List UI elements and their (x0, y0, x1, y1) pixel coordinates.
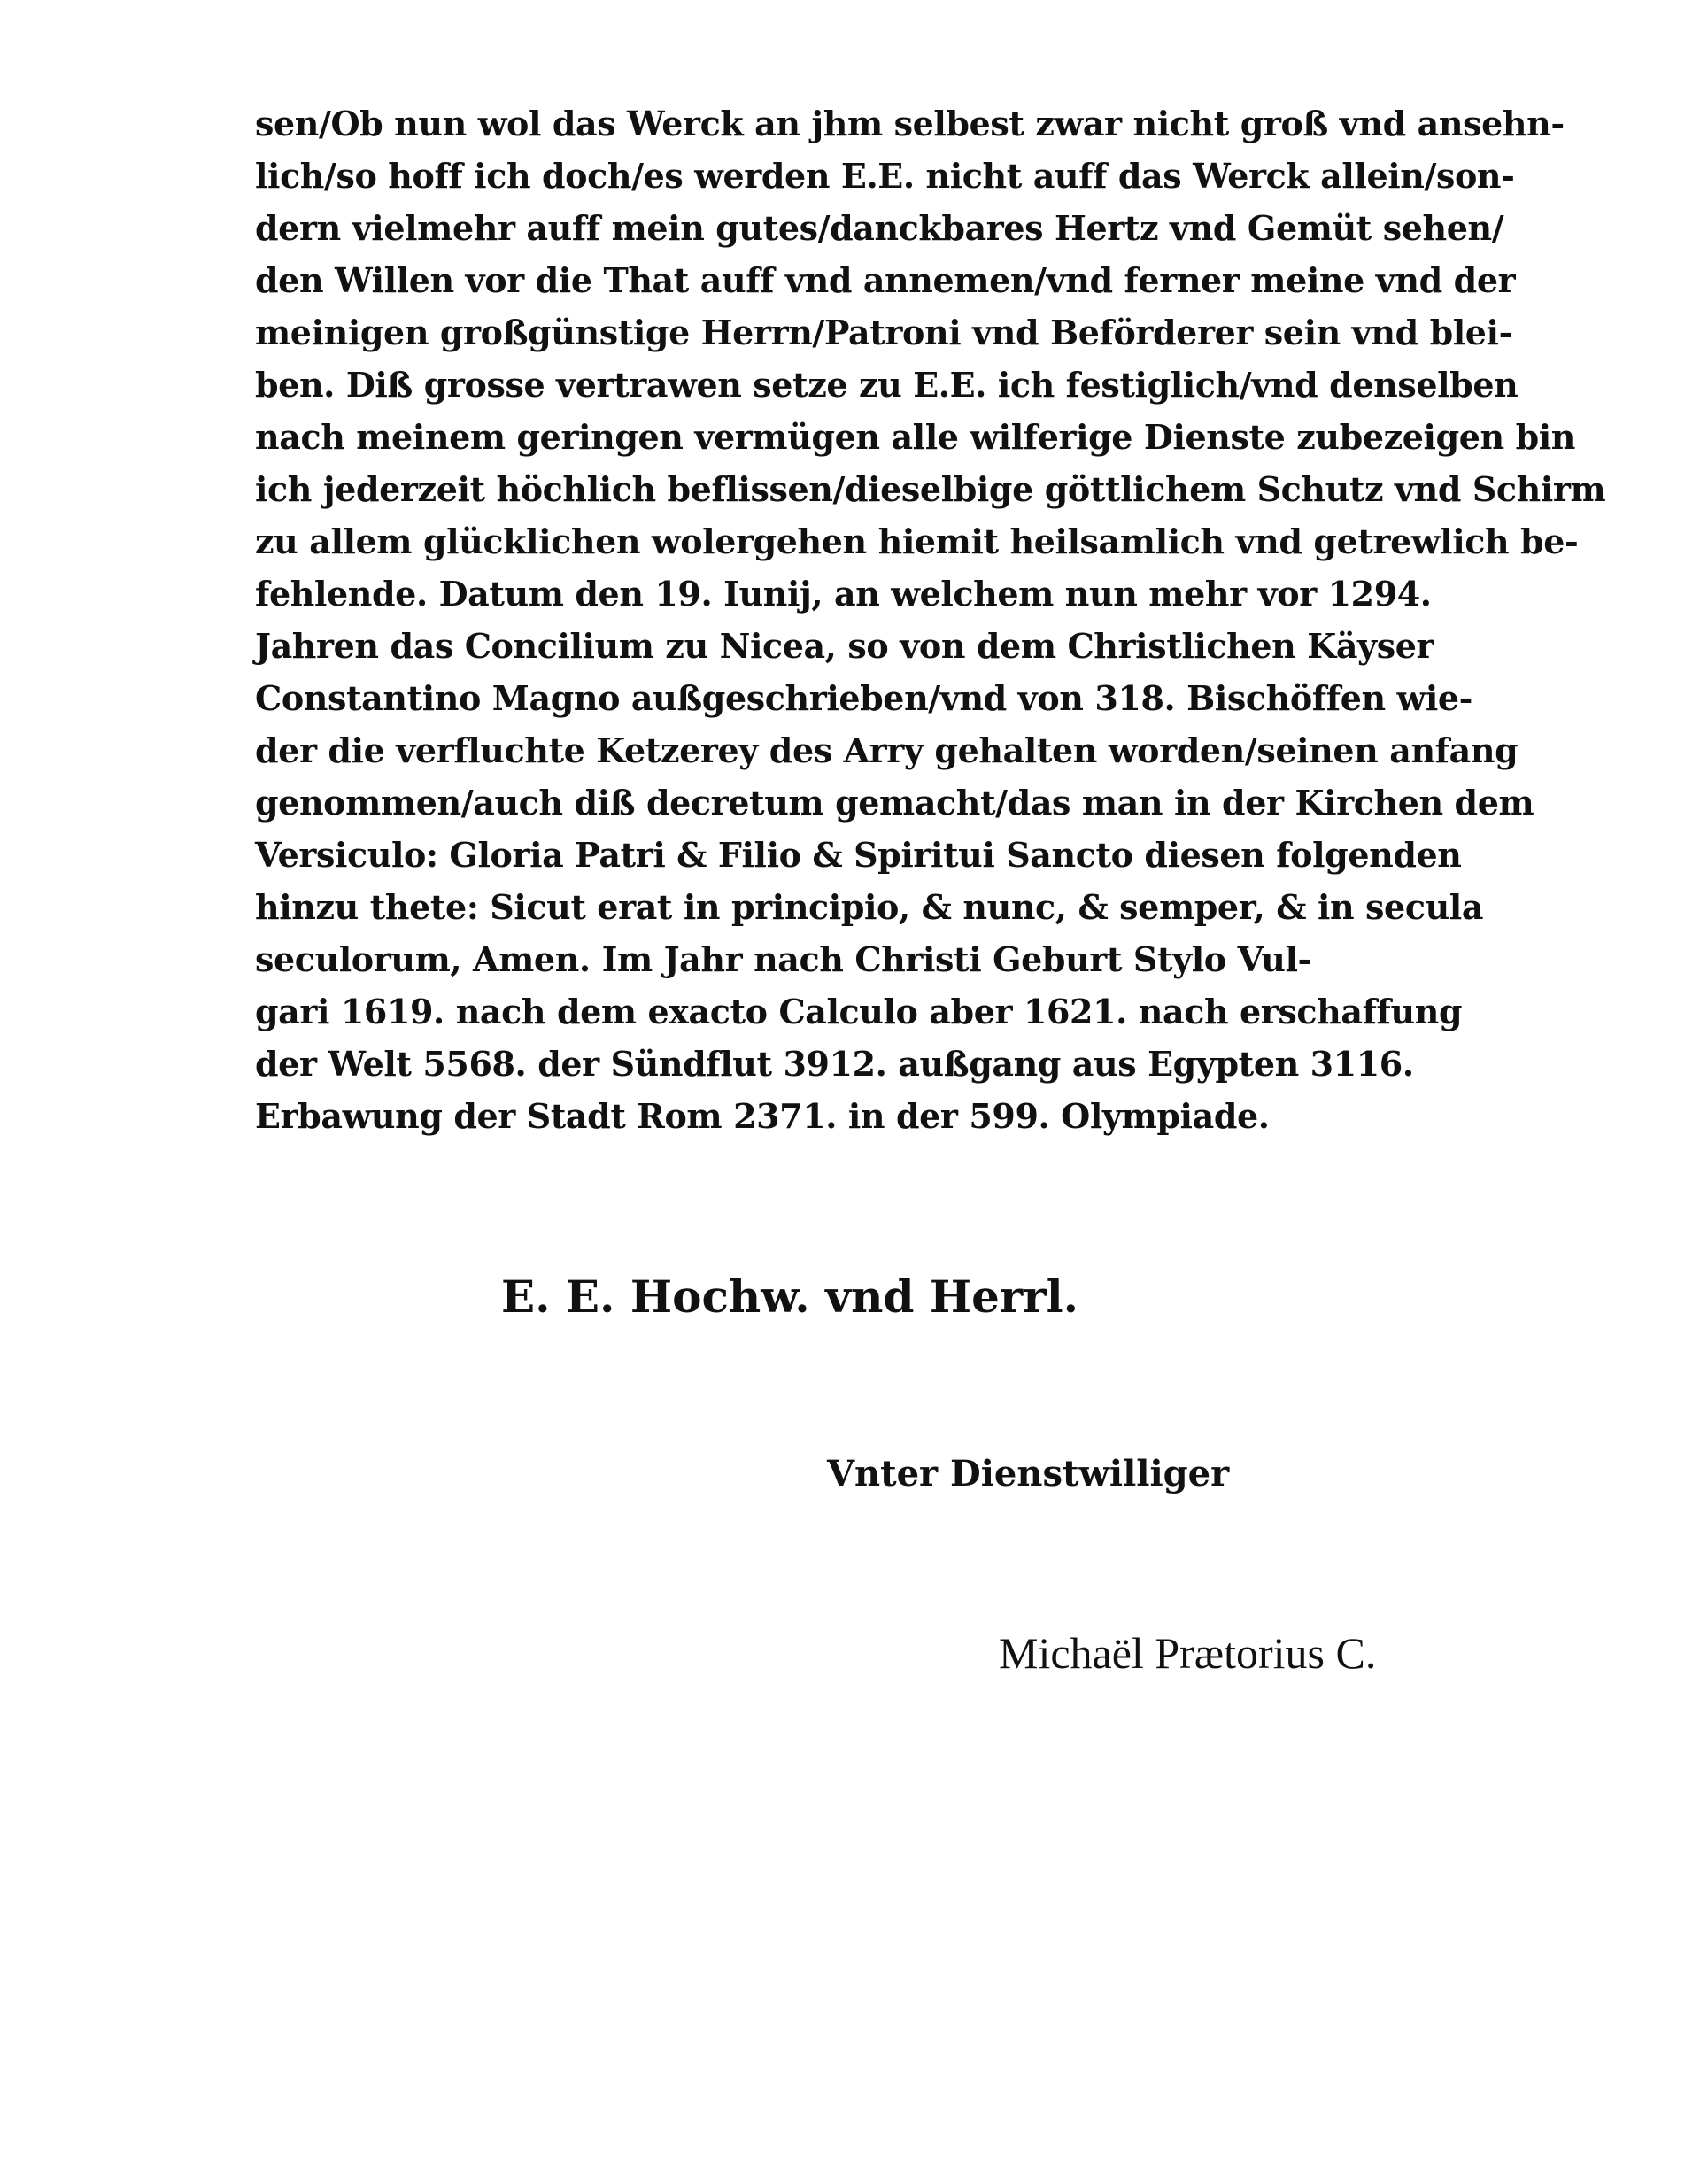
text-line-2: lich/so hoff ich doch/es werden E.E. nicht auff das Werck allein/son- (255, 156, 1515, 196)
text-line-6: ben. Diß grosse vertrawen setze zu E.E. ich festiglich/vnd denselben (255, 365, 1519, 405)
text-line-16: hinzu thete: Sicut erat in principio, & nunc, & semper, & in secula (255, 887, 1484, 927)
text-line-20: Erbawung der Stadt Rom 2371. in der 599. Olympiade. (255, 1096, 1270, 1136)
text-line-9: zu allem glücklichen wolergehen hiemit heilsamlich vnd getrewlich be- (255, 521, 1579, 561)
text-line-4: den Willen vor die That auff vnd annemen/vnd ferner meine vnd der (255, 260, 1516, 300)
text-line-17: seculorum, Amen. Im Jahr nach Christi Geburt Stylo Vul- (255, 939, 1311, 979)
dedication-body-text (255, 97, 1606, 1142)
text-line-18: gari 1619. nach dem exacto Calculo aber 1621. nach erschaffung (255, 992, 1463, 1031)
text-line-13: der die verfluchte Ketzerey des Arry gehalten worden/seinen anfang (255, 730, 1519, 770)
author-signature: Michaël Prætorius C. (999, 1628, 1377, 1678)
text-line-19: der Welt 5568. der Sündflut 3912. außgang aus Egypten 3116. (255, 1044, 1414, 1084)
text-line-3: dern vielmehr auff mein gutes/danckbares Hertz vnd Gemüt sehen/ (255, 208, 1504, 248)
text-line-14: genommen/auch diß decretum gemacht/das man in der Kirchen dem (255, 783, 1534, 823)
text-line-7: nach meinem geringen vermügen alle wilferige Dienste zubezeigen bin (255, 417, 1576, 457)
text-line-11: Jahren das Concilium zu Nicea, so von dem Christlichen Käyser (255, 626, 1434, 666)
text-line-12: Constantino Magno außgeschrieben/vnd von 318. Bischöffen wie- (255, 678, 1473, 718)
text-line-8: ich jederzeit höchlich beflissen/dieselbige göttlichem Schutz vnd Schirm (255, 469, 1606, 509)
text-line-5: meinigen großgünstige Herrn/Patroni vnd Beförderer sein vnd blei- (255, 313, 1512, 352)
servant-phrase: Vnter Dienstwilliger (827, 1453, 1230, 1494)
closing-salutation: E. E. Hochw. vnd Herrl. (501, 1270, 1078, 1323)
text-line-1: sen/Ob nun wol das Werck an jhm selbest zwar nicht groß vnd ansehn- (255, 104, 1565, 143)
text-line-10: fehlende. Datum den 19. Iunij, an welchem nun mehr vor 1294. (255, 574, 1432, 614)
text-line-15: Versiculo: Gloria Patri & Filio & Spiritui Sancto diesen folgenden (255, 835, 1462, 875)
